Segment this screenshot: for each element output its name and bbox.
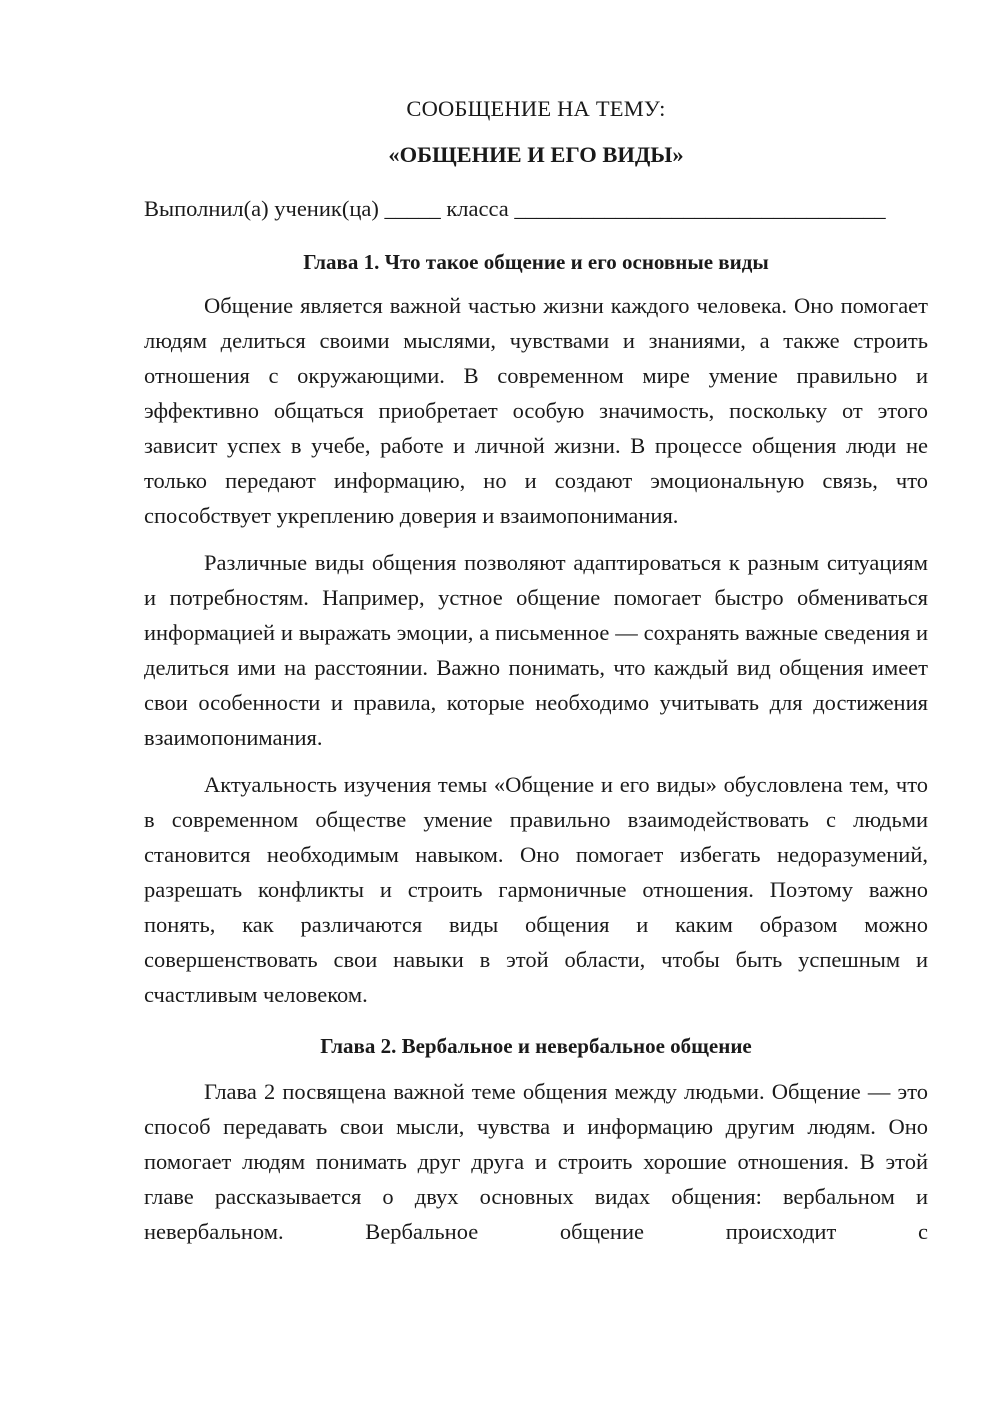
document-page	[144, 92, 928, 1249]
document-title-line-2: «ОБЩЕНИЕ И ЕГО ВИДЫ»	[388, 142, 684, 167]
chapter-1-paragraph-2: Различные виды общения позволяют адаптироваться к разным ситуациям и потребностям. Например, устное общение помогает быстро обмениваться информацией и выражать эмоции, а письменное — сохранять важные сведения и делиться ими на расстоянии. Важно понимать, что каждый вид общения имеет свои особенности и правила, которые необходимо учитывать для достижения взаимопонимания.	[144, 550, 928, 750]
chapter-2-heading: Глава 2. Вербальное и невербальное общение	[320, 1034, 752, 1058]
chapter-1-paragraph-1: Общение является важной частью жизни каждого человека. Оно помогает людям делиться своими мыслями, чувствами и знаниями, а также строить отношения с окружающими. В современном мире умение правильно и эффективно общаться приобретает особую значимость, поскольку от этого зависит успех в учебе, работе и личной жизни. В процессе общения люди не только передают информацию, но и создают эмоциональную связь, что способствует укреплению доверия и взаимопонимания.	[144, 293, 928, 528]
chapter-1-heading: Глава 1. Что такое общение и его основные виды	[303, 250, 769, 274]
chapter-2-paragraph-1: Глава 2 посвящена важной теме общения между людьми. Общение — это способ передавать свои мысли, чувства и информацию другим людям. Оно помогает людям понимать друг друга и строить хорошие отношения. В этой главе рассказывается о двух основных видах общения: вербальном и невербальном. Вербальное общение происходит с	[144, 1079, 928, 1244]
chapter-1-paragraph-3: Актуальность изучения темы «Общение и его виды» обусловлена тем, что в современном обществе умение правильно взаимодействовать с людьми становится необходимым навыком. Оно помогает избегать недоразумений, разрешать конфликты и строить гармоничные отношения. Поэтому важно понять, как различаются виды общения и каким образом можно совершенствовать свои навыки в этой области, чтобы быть успешным и счастливым человеком.	[144, 772, 928, 1007]
author-line: Выполнил(а) ученик(ца) _____ класса _________________________________	[144, 196, 886, 221]
document-title-line-1: СООБЩЕНИЕ НА ТЕМУ:	[406, 96, 666, 121]
